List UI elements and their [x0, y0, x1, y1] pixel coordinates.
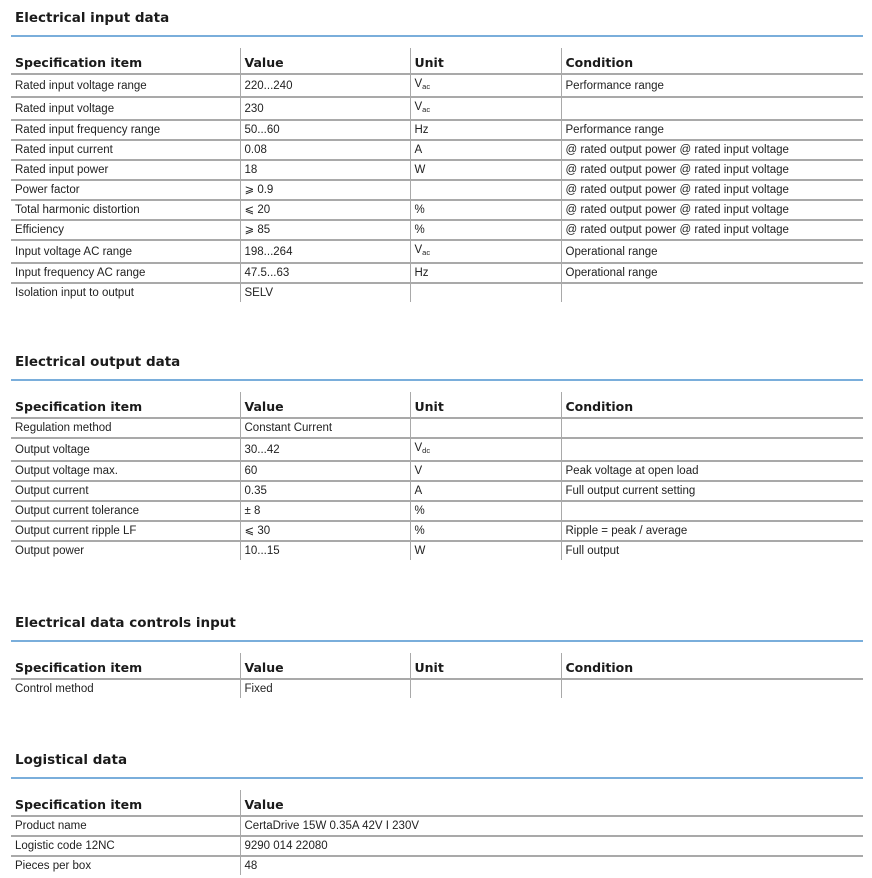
spec-item-cell: Regulation method: [11, 418, 240, 438]
table-body: [11, 74, 863, 302]
value-cell: CertaDrive 15W 0.35A 42V I 230V: [240, 816, 863, 836]
section-title: Logistical data: [15, 752, 128, 768]
table-row: [11, 501, 863, 521]
unit-cell: [410, 283, 561, 302]
value-cell: 47.5...63: [240, 263, 410, 283]
spec-item-cell: Pieces per box: [15, 860, 92, 872]
unit-symbol: %: [414, 505, 425, 517]
table-row: [11, 856, 863, 875]
column-header: Value: [240, 790, 863, 816]
condition-cell: Operational range: [561, 263, 863, 283]
column-header: Value: [240, 392, 410, 418]
table-header-row: [11, 790, 863, 816]
column-header: Unit: [410, 653, 561, 679]
unit-symbol: Hz: [414, 124, 429, 136]
table-row: [11, 263, 863, 283]
table-row: [11, 120, 863, 140]
unit-cell: [410, 140, 561, 160]
table-row: [11, 836, 863, 856]
column-header: Specification item: [11, 48, 240, 74]
value-cell: 0.08: [240, 140, 410, 160]
unit-cell: [410, 200, 561, 220]
condition-cell: Ripple = peak / average: [561, 521, 863, 541]
unit-symbol: W: [414, 545, 426, 557]
table-row: [11, 220, 863, 240]
unit-cell: [410, 521, 561, 541]
table-row: [11, 438, 863, 461]
value-cell: 198...264: [240, 240, 410, 263]
unit-cell: [410, 97, 561, 120]
unit-symbol: Hz: [414, 267, 429, 279]
title-divider: [11, 777, 863, 779]
spec-item-cell: Power factor: [11, 180, 240, 200]
value-cell: 48: [240, 856, 863, 875]
value-cell: 9290 014 22080: [240, 836, 863, 856]
spec-item-cell: Output power: [15, 545, 85, 557]
column-header: Condition: [561, 392, 863, 418]
table-row: [11, 97, 863, 120]
table-row: [11, 541, 863, 560]
table-row: [11, 816, 863, 836]
spec-item-cell: Efficiency: [11, 220, 240, 240]
spec-item-cell: Total harmonic distortion: [11, 200, 240, 220]
unit-subscript: ac: [422, 105, 431, 114]
table-row: [11, 180, 863, 200]
unit-symbol: V: [414, 244, 423, 256]
condition-cell: [561, 418, 863, 438]
value-cell: ⩾ 0.9: [240, 180, 410, 200]
value-cell: 0.35: [240, 481, 410, 501]
spec-item-cell: Control method: [15, 683, 94, 695]
unit-symbol: A: [414, 144, 423, 156]
unit-cell: [410, 74, 561, 97]
table-row: [11, 283, 863, 302]
condition-cell: [561, 283, 863, 302]
value-cell: ⩾ 85: [240, 220, 410, 240]
value-cell: 30...42: [240, 438, 410, 461]
table-row: [11, 481, 863, 501]
condition-cell: Operational range: [561, 240, 863, 263]
section-electrical-output: [11, 352, 863, 560]
table-row: [11, 200, 863, 220]
section-controls-input: [11, 613, 863, 698]
spec-item-cell: Output current tolerance: [11, 501, 240, 521]
spec-table-controls: [11, 653, 863, 698]
condition-cell: [561, 679, 863, 698]
table-row: [11, 140, 863, 160]
column-header: Value: [240, 653, 410, 679]
spec-item-cell: Rated input frequency range: [11, 120, 240, 140]
title-divider: [11, 379, 863, 381]
condition-cell: @ rated output power @ rated input voltage: [561, 160, 863, 180]
spec-table-logistical: [11, 790, 863, 875]
condition-cell: @ rated output power @ rated input voltage: [561, 140, 863, 160]
unit-cell: [410, 679, 561, 698]
unit-cell: [410, 461, 561, 481]
condition-cell: Performance range: [561, 74, 863, 97]
table-header-row: [11, 653, 863, 679]
spec-item-cell: Output voltage max.: [11, 461, 240, 481]
title-divider: [11, 35, 863, 37]
unit-cell: [410, 160, 561, 180]
table-row: [11, 160, 863, 180]
table-row: [11, 521, 863, 541]
column-header: Condition: [561, 653, 863, 679]
table-row: [11, 679, 863, 698]
unit-subscript: ac: [422, 248, 431, 257]
spec-item-cell: Rated input power: [11, 160, 240, 180]
unit-cell: [410, 418, 561, 438]
spec-item-cell: Input voltage AC range: [11, 240, 240, 263]
unit-symbol: %: [414, 224, 425, 236]
value-cell: ⩽ 30: [240, 521, 410, 541]
unit-symbol: V: [414, 78, 423, 90]
condition-cell: @ rated output power @ rated input voltage: [561, 220, 863, 240]
value-cell: 50...60: [240, 120, 410, 140]
spec-item-cell: Rated input current: [11, 140, 240, 160]
unit-cell: [410, 438, 561, 461]
condition-cell: [561, 501, 863, 521]
value-cell: Constant Current: [240, 418, 410, 438]
table-body: [11, 418, 863, 560]
spec-item-cell: Output voltage: [11, 438, 240, 461]
column-header: Specification item: [11, 392, 240, 418]
column-header: Specification item: [11, 653, 240, 679]
condition-cell: @ rated output power @ rated input voltage: [561, 200, 863, 220]
value-cell: ± 8: [240, 501, 410, 521]
section-title: Electrical input data: [15, 10, 170, 26]
condition-cell: Full output: [561, 541, 863, 560]
unit-cell: [410, 501, 561, 521]
value-cell: 60: [240, 461, 410, 481]
condition-cell: Performance range: [561, 120, 863, 140]
unit-cell: [410, 481, 561, 501]
unit-cell: [410, 180, 561, 200]
column-header: Specification item: [11, 790, 240, 816]
section-logistical: [11, 750, 863, 875]
unit-symbol: A: [414, 485, 423, 497]
unit-symbol: %: [414, 204, 425, 216]
unit-subscript: dc: [422, 446, 431, 455]
value-cell: 10...15: [240, 541, 410, 560]
value-cell: ⩽ 20: [240, 200, 410, 220]
spec-table-input: [11, 48, 863, 302]
spec-item-cell: Output current: [11, 481, 240, 501]
table-row: [11, 418, 863, 438]
unit-cell: [410, 240, 561, 263]
spec-item-cell: Input frequency AC range: [11, 263, 240, 283]
unit-symbol: V: [414, 465, 423, 477]
unit-symbol: %: [414, 525, 425, 537]
table-row: [11, 240, 863, 263]
table-body: [11, 816, 863, 875]
spec-item-cell: Rated input voltage range: [11, 74, 240, 97]
spec-item-cell: Logistic code 12NC: [11, 836, 240, 856]
spec-item-cell: Rated input voltage: [11, 97, 240, 120]
value-cell: SELV: [240, 283, 410, 302]
table-row: [11, 461, 863, 481]
section-electrical-input: [11, 8, 863, 302]
condition-cell: Full output current setting: [561, 481, 863, 501]
table-body: [11, 679, 863, 698]
unit-cell: [410, 220, 561, 240]
spec-item-cell: Isolation input to output: [15, 287, 134, 299]
value-cell: 220...240: [240, 74, 410, 97]
unit-subscript: ac: [422, 82, 431, 91]
title-divider: [11, 640, 863, 642]
unit-symbol: W: [414, 164, 426, 176]
value-cell: Fixed: [240, 679, 410, 698]
column-header: Unit: [410, 48, 561, 74]
spec-table-output: [11, 392, 863, 560]
section-title: Electrical output data: [15, 354, 181, 370]
unit-symbol: V: [414, 442, 423, 454]
unit-symbol: V: [414, 101, 423, 113]
spec-item-cell: Output current ripple LF: [11, 521, 240, 541]
column-header: Condition: [561, 48, 863, 74]
unit-cell: [410, 541, 561, 560]
spec-item-cell: Product name: [11, 816, 240, 836]
table-row: [11, 74, 863, 97]
condition-cell: @ rated output power @ rated input voltage: [561, 180, 863, 200]
condition-cell: Peak voltage at open load: [561, 461, 863, 481]
value-cell: 230: [240, 97, 410, 120]
column-header: Value: [240, 48, 410, 74]
table-header-row: [11, 392, 863, 418]
value-cell: 18: [240, 160, 410, 180]
table-header-row: [11, 48, 863, 74]
unit-cell: [410, 120, 561, 140]
condition-cell: [561, 97, 863, 120]
unit-cell: [410, 263, 561, 283]
section-title: Electrical data controls input: [15, 615, 236, 631]
condition-cell: [561, 438, 863, 461]
column-header: Unit: [410, 392, 561, 418]
